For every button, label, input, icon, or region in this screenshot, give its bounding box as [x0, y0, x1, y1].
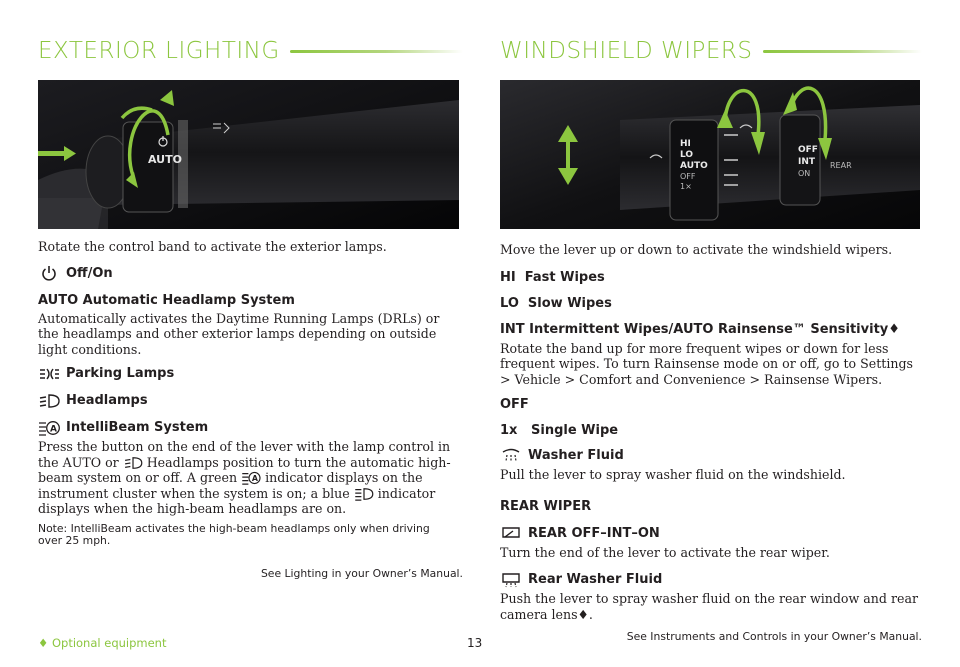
photo-hi-label: HI — [680, 139, 691, 149]
int-desc: Rotate the band up for more frequent wipes or down for less frequent wipes. To turn Rainsense mode on or off, go to Settings > Vehicle > Comfort and Convenience > Rainsense Wipers. — [500, 340, 913, 387]
intellibeam-note: Note: IntelliBeam activates the high-beam headlamps only when driving over 25 mph. — [38, 521, 430, 547]
heading-rule — [763, 50, 923, 53]
headlamp-icon — [38, 392, 60, 409]
intellibeam-desc-part1: Press the button on the end of the lever with the lamp control in the AUTO or — [38, 439, 451, 470]
intellibeam-label — [38, 419, 463, 436]
rear-wiper-heading-text: REAR WIPER — [500, 498, 592, 514]
int-label — [500, 322, 922, 337]
svg-text:A: A — [251, 474, 259, 484]
exterior-lighting-header — [38, 36, 463, 66]
photo-1x-label: 1× — [680, 182, 692, 191]
heading-rule — [290, 50, 463, 53]
photo-on-label: ON — [798, 169, 811, 178]
off-text: OFF — [500, 397, 529, 412]
off-on-text: Off/On — [66, 265, 113, 281]
washer-fluid-label — [500, 447, 922, 464]
washer-fluid-desc: Pull the lever to spray washer fluid on the windshield. — [500, 467, 846, 482]
rear-wiper-icon — [500, 525, 522, 542]
intellibeam-desc-part4: indicator displays when the high-beam headlamps are on. — [38, 485, 436, 516]
intellibeam-text: IntelliBeam System — [66, 420, 209, 435]
rear-washer-text: Rear Washer Fluid — [528, 572, 663, 587]
single-wipe-label — [500, 423, 922, 438]
headlamp-inline-icon — [123, 456, 143, 470]
rear-mode-label — [500, 525, 922, 542]
photo-off2-label: OFF — [798, 145, 818, 155]
photo-int-label: INT — [798, 157, 816, 167]
rear-washer-label — [500, 571, 922, 588]
power-icon — [38, 265, 60, 282]
off-on-label — [38, 265, 463, 282]
photo-off-label: OFF — [680, 172, 696, 181]
auto-headlamp-label — [38, 293, 463, 308]
high-beam-inline-icon — [354, 487, 374, 501]
intellibeam-desc — [38, 439, 463, 517]
intellibeam-desc-part3: indicator displays on the instrument cluster when the system is on; a blue — [38, 470, 423, 501]
headlamps-label — [38, 392, 463, 409]
rear-mode-desc: Turn the end of the lever to activate the rear wiper. — [500, 544, 830, 560]
rear-wiper-heading — [500, 499, 922, 514]
exterior-lighting-title: EXTERIOR LIGHTING — [38, 38, 280, 64]
photo-lo-label: LO — [680, 150, 694, 160]
rear-mode-text: REAR OFF–INT–ON — [528, 525, 660, 541]
exterior-lighting-photo — [38, 80, 459, 229]
hi-text: HI Fast Wipes — [500, 269, 605, 285]
windshield-wipers-content — [500, 242, 922, 622]
rear-washer-icon — [500, 571, 522, 588]
parking-lamps-text: Parking Lamps — [66, 366, 175, 381]
washer-fluid-icon — [500, 447, 522, 464]
intellibeam-inline-icon — [241, 471, 261, 485]
intellibeam-icon — [38, 419, 60, 436]
photo-rear-label: REAR — [830, 161, 852, 170]
washer-fluid-text: Washer Fluid — [528, 448, 624, 463]
rear-washer-desc: Push the lever to spray washer fluid on the rear window and rear camera lens♦. — [500, 591, 918, 622]
photo-auto-label: AUTO — [680, 161, 708, 171]
see-instruments-manual: See Instruments and Controls in your Owner’s Manual. — [626, 630, 922, 643]
windshield-wipers-photo — [500, 80, 920, 229]
photo-auto-label: AUTO — [148, 153, 182, 166]
lo-text: LO Slow Wipes — [500, 295, 612, 311]
windshield-wipers-title: WINDSHIELD WIPERS — [500, 38, 753, 64]
auto-headlamp-desc: Automatically activates the Daytime Running Lamps (DRLs) or the headlamps and other exterior lamps depending on outside light conditions. — [38, 310, 440, 357]
hi-label — [500, 270, 922, 285]
parking-lamps-icon — [38, 365, 60, 382]
windshield-wipers-header — [500, 36, 922, 66]
optional-equipment-note: ♦ Optional equipment — [38, 636, 167, 650]
wipers-intro: Move the lever up or down to activate the windshield wipers. — [500, 242, 893, 257]
headlamps-text: Headlamps — [66, 393, 148, 408]
exterior-lighting-content — [38, 239, 463, 580]
single-wipe-text: 1x Single Wipe — [500, 423, 619, 438]
page-number: 13 — [467, 636, 483, 650]
int-text: INT Intermittent Wipes/AUTO Rainsense™ Sensitivity♦ — [500, 321, 900, 337]
auto-headlamp-text: AUTO Automatic Headlamp System — [38, 292, 295, 308]
see-lighting-manual: See Lighting in your Owner’s Manual. — [260, 566, 463, 580]
lo-label — [500, 296, 922, 311]
off-label — [500, 397, 922, 412]
intellibeam-desc-part2: Headlamps position to turn the automatic high-beam system on or off. A green — [38, 454, 451, 485]
svg-text:A: A — [50, 424, 57, 434]
exterior-intro: Rotate the control band to activate the exterior lamps. — [38, 239, 387, 254]
parking-lamps-label — [38, 365, 463, 382]
